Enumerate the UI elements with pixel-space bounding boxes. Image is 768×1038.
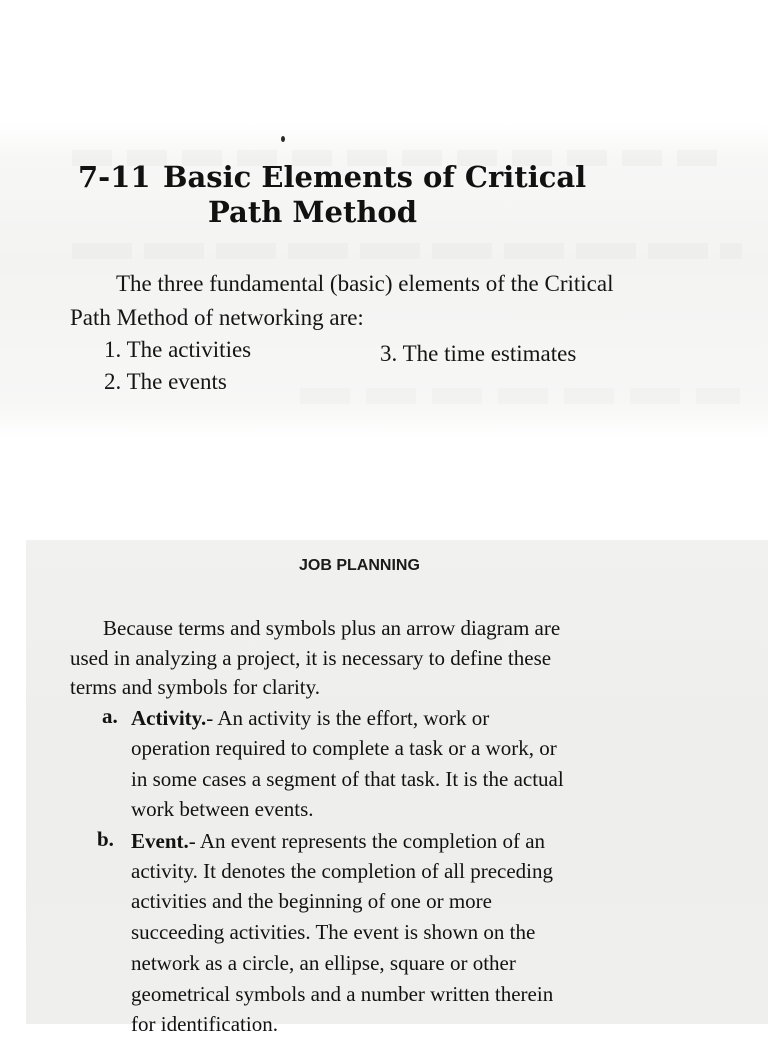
body-line: terms and symbols for clarity. (70, 675, 321, 699)
definition-text: - An activity is the effort, work or (206, 706, 490, 730)
body-line: used in analyzing a project, it is necessary to define these (70, 646, 552, 670)
body-line: Because terms and symbols plus an arrow diagram are (103, 616, 561, 640)
page-gap (0, 440, 768, 540)
definition-line: activity. It denotes the completion of all preceding (131, 859, 553, 883)
intro-line2: Path Method of networking are: (70, 305, 364, 330)
definition-marker: a. (102, 704, 118, 728)
definition-line: work between events. (131, 797, 314, 821)
running-head: JOB PLANNING (299, 557, 420, 574)
definition-line: activities and the beginning of one or more (131, 889, 492, 913)
definition-line (131, 827, 545, 855)
section-number: 7-11 (78, 160, 151, 194)
definition-line: for identification. (131, 1012, 278, 1036)
list-item: 2. The events (104, 369, 227, 394)
definition-line: succeeding activities. The event is shown on the (131, 920, 536, 944)
definition-line: network as a circle, an ellipse, square or other (131, 951, 516, 975)
definition-line: operation required to complete a task or a work, or (131, 736, 557, 760)
intro-line1: The three fundamental (basic) elements of the Critical (116, 271, 614, 296)
ink-speck (281, 136, 285, 142)
definition-marker: b. (97, 827, 114, 851)
section-title-line2: Path Method (208, 195, 418, 229)
list-item: 3. The time estimates (380, 341, 577, 366)
section-title-line1: Basic Elements of Critical (163, 160, 587, 194)
definition-text: - An event represents the completion of an (188, 829, 546, 853)
show-through-texture (72, 243, 742, 259)
definition-line: geometrical symbols and a number written therein (131, 982, 554, 1006)
definition-term: Activity. (131, 706, 207, 730)
definition-line: in some cases a segment of that task. It is the actual (131, 767, 564, 791)
definition-line (131, 704, 489, 732)
definition-term: Event. (131, 829, 189, 853)
show-through-texture (300, 388, 740, 404)
list-item: 1. The activities (104, 337, 252, 362)
